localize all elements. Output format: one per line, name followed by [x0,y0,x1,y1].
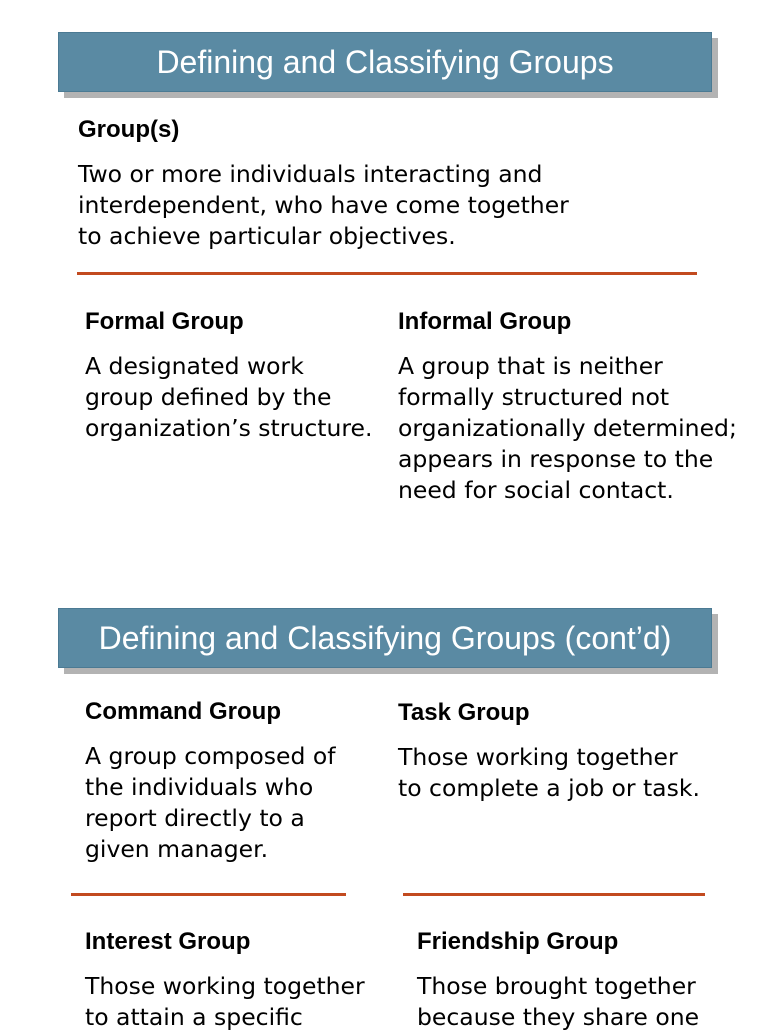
divider-rule-right [403,893,705,896]
interest-group-title: Interest Group [85,928,251,955]
formal-group-definition: A designated work group defined by the organization’s structure. [85,352,373,442]
slide1-title: Defining and Classifying Groups [156,43,614,80]
divider-rule-left [71,893,346,896]
task-group-definition: Those working together to complete a job or task. [398,743,700,802]
group-definition: Two or more individuals interacting and interdependent, who have come together to achieve particular objectives. [78,160,569,250]
formal-group-title: Formal Group [85,308,244,335]
command-group-title: Command Group [85,698,281,725]
slide2-title-banner [58,608,712,668]
friendship-group-definition: Those brought together because they share one [417,972,700,1031]
informal-group-title: Informal Group [398,308,572,335]
friendship-group-title: Friendship Group [417,928,619,955]
slide1-title-banner [58,32,712,92]
slide2-title: Defining and Classifying Groups (cont’d) [98,619,672,656]
informal-group-definition: A group that is neither formally structured not organizationally determined; appears in response to the need for social contact. [398,352,737,504]
group-term: Group(s) [78,116,180,143]
task-group-title: Task Group [398,699,530,726]
divider-rule [77,272,697,275]
command-group-definition: A group composed of the individuals who report directly to a given manager. [85,742,336,863]
interest-group-definition: Those working together to attain a specific [85,972,365,1031]
